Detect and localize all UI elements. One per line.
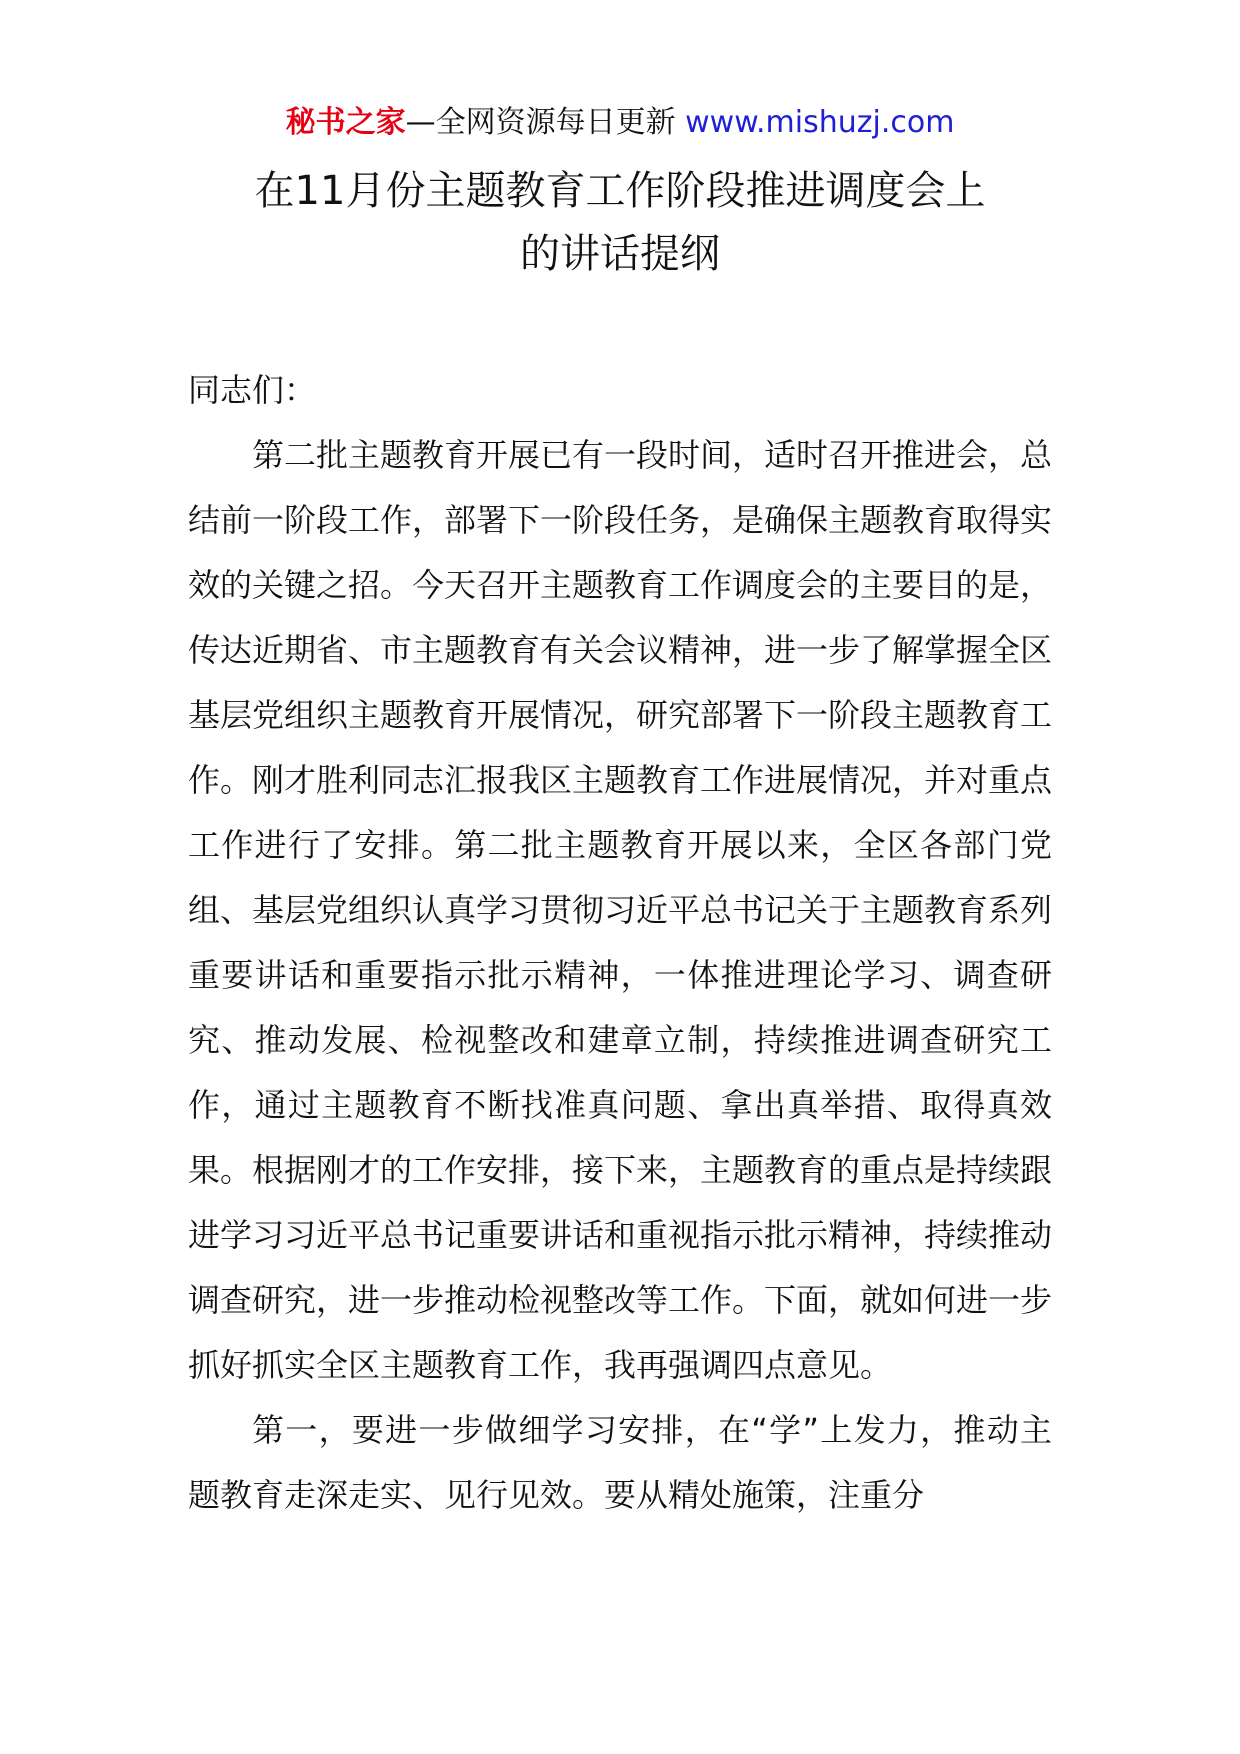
title-line-1: 在11月份主题教育工作阶段推进调度会上 bbox=[254, 168, 986, 214]
title-line-2: 的讲话提纲 bbox=[520, 231, 720, 277]
header-tagline: —全网资源每日更新 bbox=[405, 105, 676, 140]
brand-name: 秘书之家 bbox=[285, 105, 406, 140]
document-body bbox=[188, 358, 1052, 1528]
watermark-header bbox=[0, 100, 1240, 146]
body-paragraph: 第二批主题教育开展已有一段时间，适时召开推进会，总结前一阶段工作，部署下一阶段任务，是确保主题教育取得实效的关键之招。今天召开主题教育工作调度会的主要目的是，传达近期省、市主题教育有关会议精神，进一步了解掌握全区基层党组织主题教育开展情况，研究部署下一阶段主题教育工作。刚才胜利同志汇报我区主题教育工作进展情况，并对重点工作进行了安排。第二批主题教育开展以来，全区各部门党组、基层党组织认真学习贯彻习近平总书记关于主题教育系列重要讲话和重要指示批示精神，一体推进理论学习、调查研究、推动发展、检视整改和建章立制，持续推进调查研究工作，通过主题教育不断找准真问题、拿出真举措、取得真效果。根据刚才的工作安排，接下来，主题教育的重点是持续跟进学习习近平总书记重要讲话和重视指示批示精神，持续推动调查研究，进一步推动检视整改等工作。下面，就如何进一步抓好抓实全区主题教育工作，我再强调四点意见。 bbox=[188, 436, 1053, 1384]
document-title bbox=[0, 160, 1240, 286]
site-url-link[interactable]: www.mishuzj.com bbox=[685, 105, 955, 140]
salutation: 同志们： bbox=[188, 371, 317, 409]
body-paragraph: 第一，要进一步做细学习安排，在“学”上发力，推动主题教育走深走实、见行见效。要从精处施策，注重分 bbox=[188, 1411, 1052, 1514]
